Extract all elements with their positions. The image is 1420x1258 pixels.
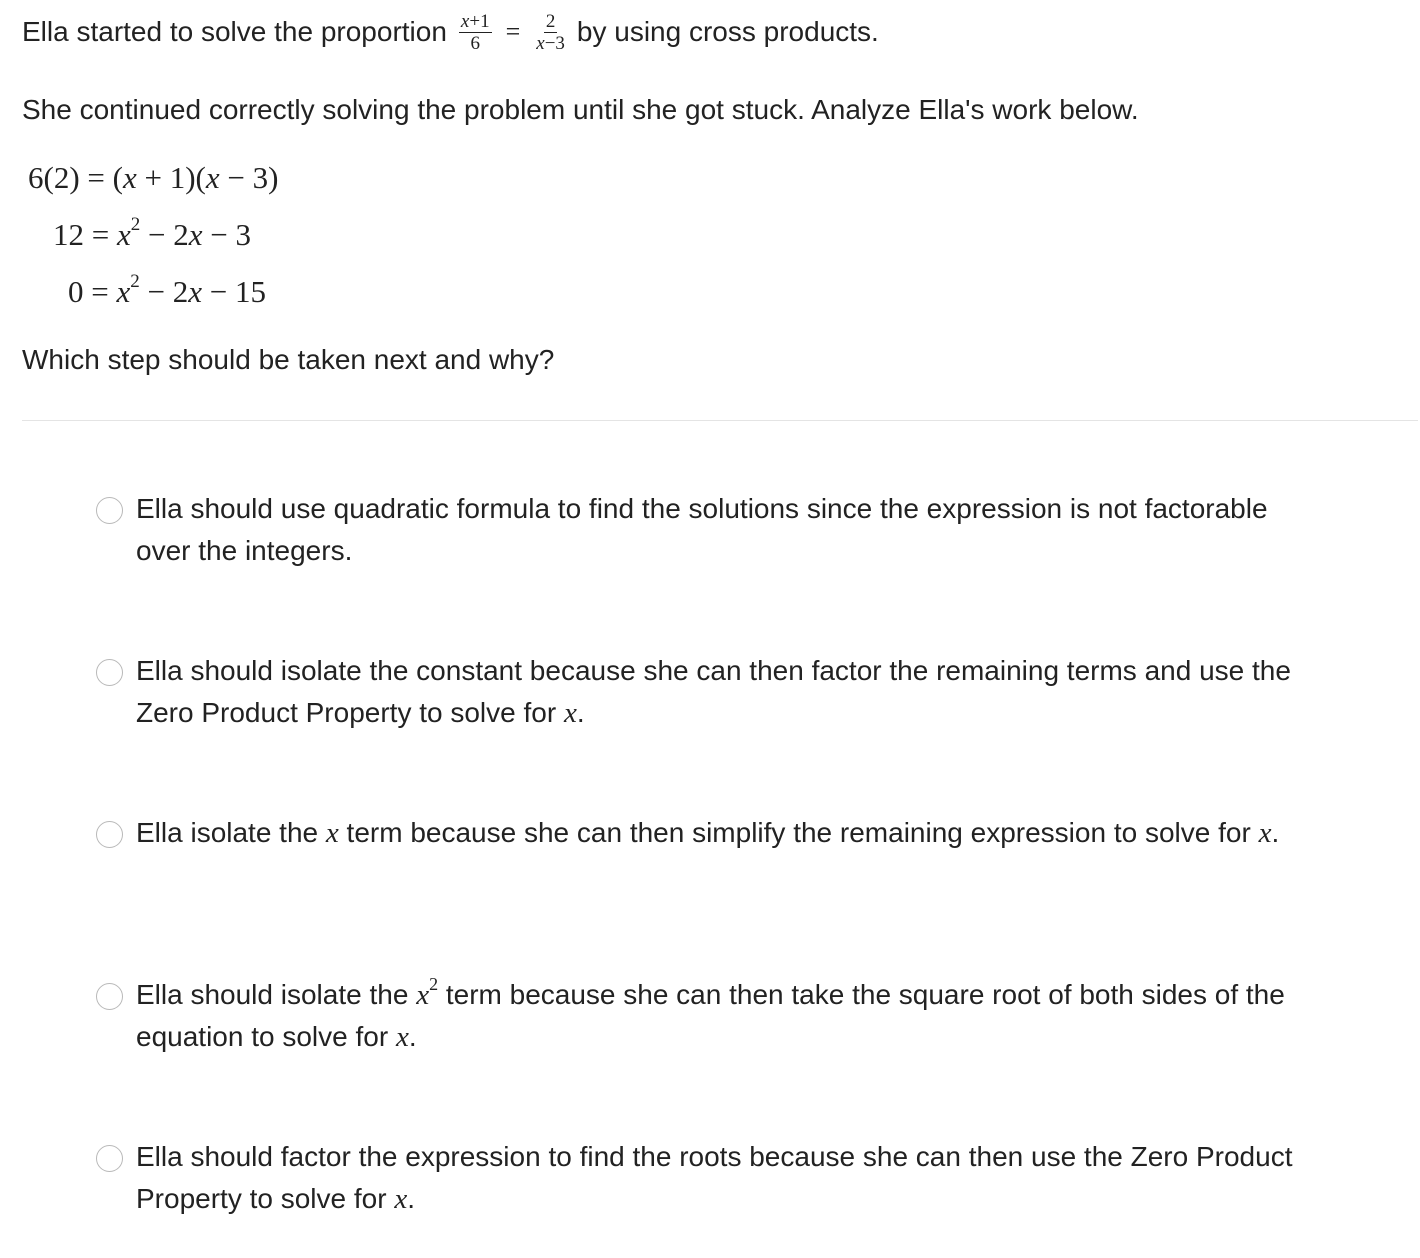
question-continued: She continued correctly solving the problem until she got stuck. Analyze Ella's work below.	[22, 94, 1139, 125]
radio-button-4[interactable]	[96, 983, 123, 1010]
equals-sign: =	[505, 17, 521, 46]
radio-button-5[interactable]	[96, 1145, 123, 1172]
radio-button-2[interactable]	[96, 659, 123, 686]
answer-option-2[interactable]	[96, 655, 1296, 734]
frac-left-num-var: x	[460, 10, 470, 32]
intro-text-after: by using cross products.	[576, 16, 879, 47]
option-3-text: Ella isolate the x term because she can then simplify the remaining expression to solve for x.	[136, 817, 1280, 849]
frac-right-den-var: x	[536, 32, 545, 54]
answer-option-4[interactable]	[96, 973, 1296, 1058]
question-prompt: Which step should be taken next and why?	[22, 344, 555, 375]
work-equation-2: $12 = x^2 - 2x - 3$	[53, 213, 251, 252]
answer-option-3[interactable]	[96, 817, 1296, 854]
question-intro	[22, 8, 879, 56]
answer-option-5[interactable]	[96, 1141, 1296, 1220]
divider	[22, 420, 1418, 421]
answer-option-1[interactable]	[96, 493, 1296, 572]
intro-text-before: Ella started to solve the proportion	[22, 16, 447, 47]
option-4-text: Ella should isolate the $x^2$ term because she can then take the square root of both sides of the equation to solve for x.	[136, 973, 1285, 1053]
option-5-text: Ella should factor the expression to find the roots because she can then use the Zero Product Property to solve for x.	[136, 1141, 1293, 1215]
option-1-text: Ella should use quadratic formula to find the solutions since the expression is not factorable over the integers.	[136, 493, 1268, 566]
fraction-left	[459, 11, 492, 54]
fraction-right	[534, 11, 567, 54]
work-equation-1: 6(2) = (x + 1)(x − 3)	[28, 160, 279, 195]
work-equation-3: $0 = x^2 - 2x - 15$	[68, 270, 266, 309]
frac-right-num: 2	[545, 10, 556, 32]
frac-right-den-rest: −3	[544, 32, 565, 54]
radio-button-1[interactable]	[96, 497, 123, 524]
frac-left-den: 6	[470, 32, 480, 54]
frac-left-num-rest: +1	[469, 10, 490, 32]
option-2-text: Ella should isolate the constant because she can then factor the remaining terms and use the Zero Product Property to solve for x.	[136, 655, 1291, 729]
radio-button-3[interactable]	[96, 821, 123, 848]
